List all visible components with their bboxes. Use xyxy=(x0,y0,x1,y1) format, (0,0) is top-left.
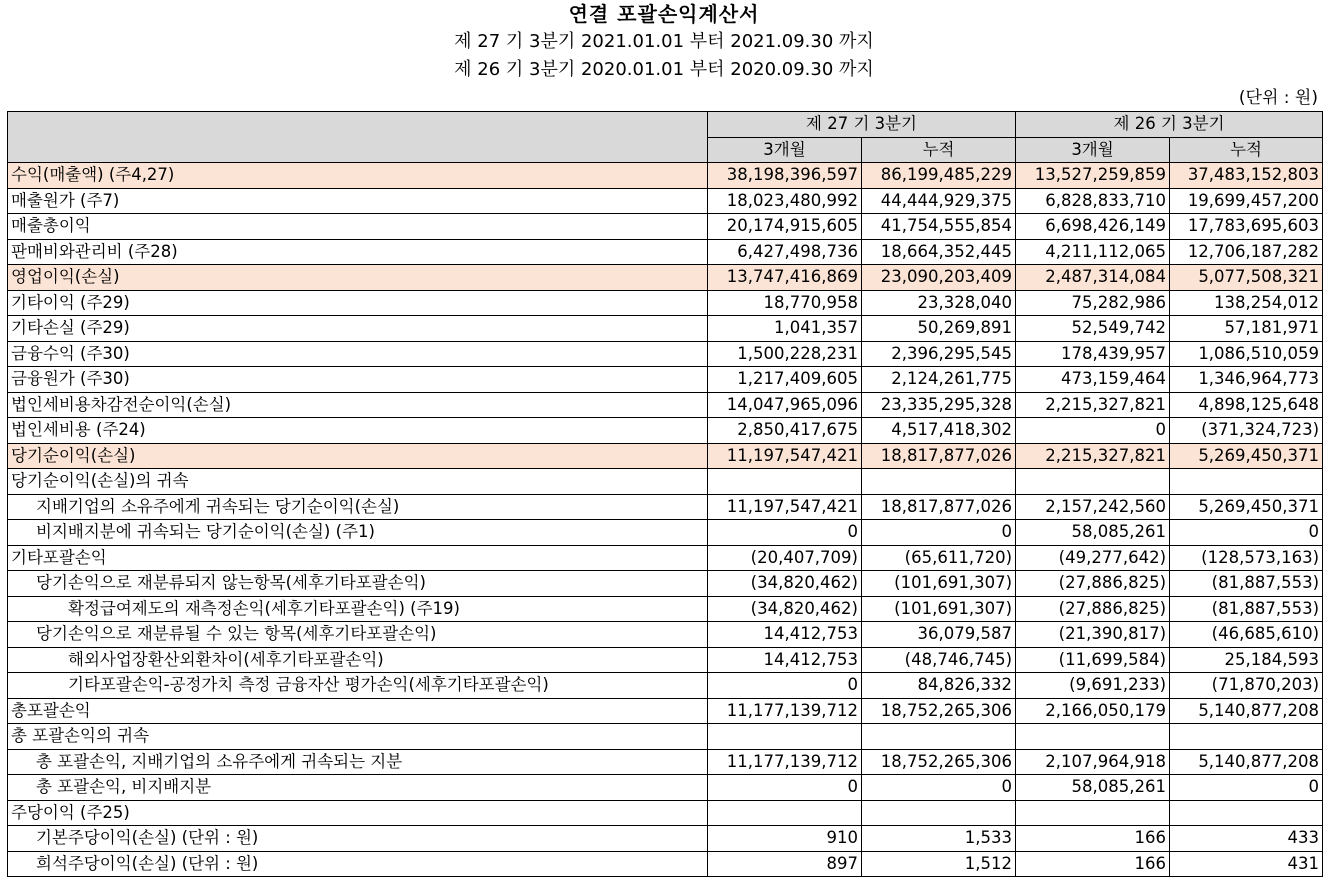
row-label: 기타포괄손익 xyxy=(8,545,708,571)
current-3month-value: (34,820,462) xyxy=(708,596,862,622)
current-period-range: 제 27 기 3분기 2021.01.01 부터 2021.09.30 까지 xyxy=(454,31,874,52)
prior-cumulative-value: 1,346,964,773 xyxy=(1170,367,1323,393)
table-row xyxy=(8,188,1323,214)
prior-cumulative-value: (128,573,163) xyxy=(1170,545,1323,571)
prior-cumulative-value: 431 xyxy=(1170,851,1323,877)
current-cumulative-value: 44,444,929,375 xyxy=(862,188,1016,214)
current-cumulative-value: 4,517,418,302 xyxy=(862,418,1016,444)
prior-cumulative-value: 5,269,450,371 xyxy=(1170,494,1323,520)
table-row xyxy=(8,469,1323,495)
current-cumulative-value: (65,611,720) xyxy=(862,545,1016,571)
current-3month-value: 910 xyxy=(708,826,862,852)
current-cumulative-value: 23,328,040 xyxy=(862,290,1016,316)
current-3month-value: 20,174,915,605 xyxy=(708,214,862,240)
current-cumulative-value: 50,269,891 xyxy=(862,316,1016,342)
row-label: 기타손실 (주29) xyxy=(8,316,708,342)
row-label: 당기손익으로 재분류될 수 있는 항목(세후기타포괄손익) xyxy=(8,622,708,648)
prior-cumulative-value: 433 xyxy=(1170,826,1323,852)
row-label: 수익(매출액) (주4,27) xyxy=(8,163,708,189)
current-cumulative-value: (101,691,307) xyxy=(862,571,1016,597)
row-label: 당기순이익(손실) xyxy=(8,443,708,469)
header-row-periods xyxy=(8,112,1323,138)
prior-3month-value: 2,166,050,179 xyxy=(1016,698,1170,724)
prior-3month-value: 2,215,327,821 xyxy=(1016,392,1170,418)
header-current-cumulative: 누적 xyxy=(862,137,1016,163)
prior-cumulative-value: 5,140,877,208 xyxy=(1170,749,1323,775)
table-row xyxy=(8,367,1323,393)
current-3month-value: 14,412,753 xyxy=(708,647,862,673)
row-label: 희석주당이익(손실) (단위 : 원) xyxy=(8,851,708,877)
prior-cumulative-value: 17,783,695,603 xyxy=(1170,214,1323,240)
prior-period-range: 제 26 기 3분기 2020.01.01 부터 2020.09.30 까지 xyxy=(454,59,874,80)
current-cumulative-value: 18,664,352,445 xyxy=(862,239,1016,265)
current-cumulative-value xyxy=(862,469,1016,495)
prior-3month-value: 2,107,964,918 xyxy=(1016,749,1170,775)
row-label: 금융수익 (주30) xyxy=(8,341,708,367)
row-label: 비지배지분에 귀속되는 당기순이익(손실) (주1) xyxy=(8,520,708,546)
current-3month-value: 0 xyxy=(708,520,862,546)
table-row xyxy=(8,290,1323,316)
table-row xyxy=(8,673,1323,699)
prior-cumulative-value: (81,887,553) xyxy=(1170,571,1323,597)
current-cumulative-value: 2,124,261,775 xyxy=(862,367,1016,393)
current-3month-value: 6,427,498,736 xyxy=(708,239,862,265)
table-row xyxy=(8,214,1323,240)
header-prior-3month: 3개월 xyxy=(1016,137,1170,163)
row-label: 확정급여제도의 재측정손익(세후기타포괄손익) (주19) xyxy=(8,596,708,622)
prior-cumulative-value: 25,184,593 xyxy=(1170,647,1323,673)
table-row xyxy=(8,163,1323,189)
current-3month-value: 1,500,228,231 xyxy=(708,341,862,367)
current-3month-value: 1,041,357 xyxy=(708,316,862,342)
current-3month-value: 11,177,139,712 xyxy=(708,698,862,724)
table-row xyxy=(8,316,1323,342)
prior-cumulative-value xyxy=(1170,724,1323,750)
current-3month-value: 18,770,958 xyxy=(708,290,862,316)
prior-cumulative-value: 5,140,877,208 xyxy=(1170,698,1323,724)
row-label: 당기손익으로 재분류되지 않는항목(세후기타포괄손익) xyxy=(8,571,708,597)
current-3month-value: 897 xyxy=(708,851,862,877)
prior-3month-value: (27,886,825) xyxy=(1016,596,1170,622)
prior-3month-value xyxy=(1016,800,1170,826)
prior-cumulative-value: 1,086,510,059 xyxy=(1170,341,1323,367)
row-label: 금융원가 (주30) xyxy=(8,367,708,393)
current-cumulative-value xyxy=(862,800,1016,826)
header-current-period: 제 27 기 3분기 xyxy=(708,112,1016,138)
current-3month-value: 13,747,416,869 xyxy=(708,265,862,291)
prior-cumulative-value: 12,706,187,282 xyxy=(1170,239,1323,265)
current-cumulative-value: 1,533 xyxy=(862,826,1016,852)
row-label: 기본주당이익(손실) (단위 : 원) xyxy=(8,826,708,852)
prior-3month-value: 58,085,261 xyxy=(1016,775,1170,801)
current-3month-value: 0 xyxy=(708,775,862,801)
row-label: 법인세비용 (주24) xyxy=(8,418,708,444)
current-3month-value: 11,197,547,421 xyxy=(708,443,862,469)
current-3month-value xyxy=(708,800,862,826)
row-label: 주당이익 (주25) xyxy=(8,800,708,826)
current-3month-value: 14,412,753 xyxy=(708,622,862,648)
unit-label: (단위 : 원) xyxy=(1238,88,1318,108)
prior-3month-value xyxy=(1016,724,1170,750)
current-3month-value: 11,177,139,712 xyxy=(708,749,862,775)
current-cumulative-value: 0 xyxy=(862,520,1016,546)
header-prior-cumulative: 누적 xyxy=(1170,137,1323,163)
current-cumulative-value: 41,754,555,854 xyxy=(862,214,1016,240)
prior-cumulative-value xyxy=(1170,800,1323,826)
table-row xyxy=(8,571,1323,597)
current-cumulative-value: 18,817,877,026 xyxy=(862,443,1016,469)
current-3month-value xyxy=(708,724,862,750)
table-row xyxy=(8,826,1323,852)
prior-cumulative-value: 37,483,152,803 xyxy=(1170,163,1323,189)
current-3month-value: (34,820,462) xyxy=(708,571,862,597)
current-3month-value: 11,197,547,421 xyxy=(708,494,862,520)
row-label: 지배기업의 소유주에게 귀속되는 당기순이익(손실) xyxy=(8,494,708,520)
current-cumulative-value: 18,817,877,026 xyxy=(862,494,1016,520)
row-label: 매출총이익 xyxy=(8,214,708,240)
row-label: 판매비와관리비 (주28) xyxy=(8,239,708,265)
table-row xyxy=(8,596,1323,622)
prior-3month-value: (21,390,817) xyxy=(1016,622,1170,648)
prior-3month-value: 2,157,242,560 xyxy=(1016,494,1170,520)
prior-cumulative-value: 5,269,450,371 xyxy=(1170,443,1323,469)
row-label: 총 포괄손익, 비지배지분 xyxy=(8,775,708,801)
prior-3month-value: 166 xyxy=(1016,851,1170,877)
table-row xyxy=(8,622,1323,648)
prior-3month-value: 0 xyxy=(1016,418,1170,444)
prior-cumulative-value: 19,699,457,200 xyxy=(1170,188,1323,214)
prior-3month-value: (27,886,825) xyxy=(1016,571,1170,597)
table-row xyxy=(8,851,1323,877)
row-label: 총 포괄손익의 귀속 xyxy=(8,724,708,750)
row-label: 영업이익(손실) xyxy=(8,265,708,291)
prior-3month-value: (49,277,642) xyxy=(1016,545,1170,571)
prior-cumulative-value xyxy=(1170,469,1323,495)
current-3month-value: 14,047,965,096 xyxy=(708,392,862,418)
prior-3month-value: 2,215,327,821 xyxy=(1016,443,1170,469)
income-statement-table xyxy=(7,111,1323,877)
current-3month-value: (20,407,709) xyxy=(708,545,862,571)
current-cumulative-value: (101,691,307) xyxy=(862,596,1016,622)
prior-cumulative-value: (81,887,553) xyxy=(1170,596,1323,622)
current-cumulative-value: 0 xyxy=(862,775,1016,801)
current-cumulative-value: 18,752,265,306 xyxy=(862,749,1016,775)
prior-3month-value: (11,699,584) xyxy=(1016,647,1170,673)
row-label: 총 포괄손익, 지배기업의 소유주에게 귀속되는 지분 xyxy=(8,749,708,775)
current-cumulative-value: 2,396,295,545 xyxy=(862,341,1016,367)
prior-3month-value: 4,211,112,065 xyxy=(1016,239,1170,265)
header-prior-period: 제 26 기 3분기 xyxy=(1016,112,1323,138)
table-row xyxy=(8,698,1323,724)
current-3month-value xyxy=(708,469,862,495)
prior-3month-value: 473,159,464 xyxy=(1016,367,1170,393)
current-cumulative-value xyxy=(862,724,1016,750)
table-row xyxy=(8,443,1323,469)
row-label: 당기순이익(손실)의 귀속 xyxy=(8,469,708,495)
row-label: 기타이익 (주29) xyxy=(8,290,708,316)
prior-3month-value: (9,691,233) xyxy=(1016,673,1170,699)
prior-3month-value: 6,698,426,149 xyxy=(1016,214,1170,240)
prior-3month-value: 52,549,742 xyxy=(1016,316,1170,342)
current-3month-value: 38,198,396,597 xyxy=(708,163,862,189)
current-cumulative-value: 18,752,265,306 xyxy=(862,698,1016,724)
current-3month-value: 18,023,480,992 xyxy=(708,188,862,214)
row-label: 법인세비용차감전순이익(손실) xyxy=(8,392,708,418)
table-row xyxy=(8,749,1323,775)
prior-3month-value xyxy=(1016,469,1170,495)
prior-cumulative-value: (371,324,723) xyxy=(1170,418,1323,444)
prior-3month-value: 2,487,314,084 xyxy=(1016,265,1170,291)
current-3month-value: 0 xyxy=(708,673,862,699)
prior-cumulative-value: 5,077,508,321 xyxy=(1170,265,1323,291)
table-row xyxy=(8,341,1323,367)
table-row xyxy=(8,265,1323,291)
current-cumulative-value: 84,826,332 xyxy=(862,673,1016,699)
statement-header xyxy=(0,0,1328,84)
current-cumulative-value: 23,335,295,328 xyxy=(862,392,1016,418)
row-label: 기타포괄손익-공정가치 측정 금융자산 평가손익(세후기타포괄손익) xyxy=(8,673,708,699)
prior-3month-value: 178,439,957 xyxy=(1016,341,1170,367)
table-row xyxy=(8,775,1323,801)
row-label: 총포괄손익 xyxy=(8,698,708,724)
prior-cumulative-value: 0 xyxy=(1170,775,1323,801)
table-row xyxy=(8,494,1323,520)
prior-3month-value: 166 xyxy=(1016,826,1170,852)
table-row xyxy=(8,520,1323,546)
table-row xyxy=(8,647,1323,673)
prior-3month-value: 58,085,261 xyxy=(1016,520,1170,546)
prior-3month-value: 75,282,986 xyxy=(1016,290,1170,316)
prior-cumulative-value: 138,254,012 xyxy=(1170,290,1323,316)
prior-3month-value: 6,828,833,710 xyxy=(1016,188,1170,214)
prior-cumulative-value: 4,898,125,648 xyxy=(1170,392,1323,418)
header-account-cell xyxy=(8,112,708,163)
current-3month-value: 2,850,417,675 xyxy=(708,418,862,444)
table-row xyxy=(8,392,1323,418)
table-row xyxy=(8,418,1323,444)
statement-title: 연결 포괄손익계산서 xyxy=(568,2,760,26)
current-cumulative-value: 1,512 xyxy=(862,851,1016,877)
prior-cumulative-value: (46,685,610) xyxy=(1170,622,1323,648)
prior-3month-value: 13,527,259,859 xyxy=(1016,163,1170,189)
header-current-3month: 3개월 xyxy=(708,137,862,163)
statement-body xyxy=(8,163,1323,877)
table-row xyxy=(8,545,1323,571)
current-cumulative-value: 23,090,203,409 xyxy=(862,265,1016,291)
row-label: 해외사업장환산외환차이(세후기타포괄손익) xyxy=(8,647,708,673)
table-row xyxy=(8,239,1323,265)
current-cumulative-value: (48,746,745) xyxy=(862,647,1016,673)
current-cumulative-value: 86,199,485,229 xyxy=(862,163,1016,189)
table-row xyxy=(8,724,1323,750)
prior-cumulative-value: 0 xyxy=(1170,520,1323,546)
current-cumulative-value: 36,079,587 xyxy=(862,622,1016,648)
row-label: 매출원가 (주7) xyxy=(8,188,708,214)
current-3month-value: 1,217,409,605 xyxy=(708,367,862,393)
prior-cumulative-value: 57,181,971 xyxy=(1170,316,1323,342)
table-row xyxy=(8,800,1323,826)
prior-cumulative-value: (71,870,203) xyxy=(1170,673,1323,699)
